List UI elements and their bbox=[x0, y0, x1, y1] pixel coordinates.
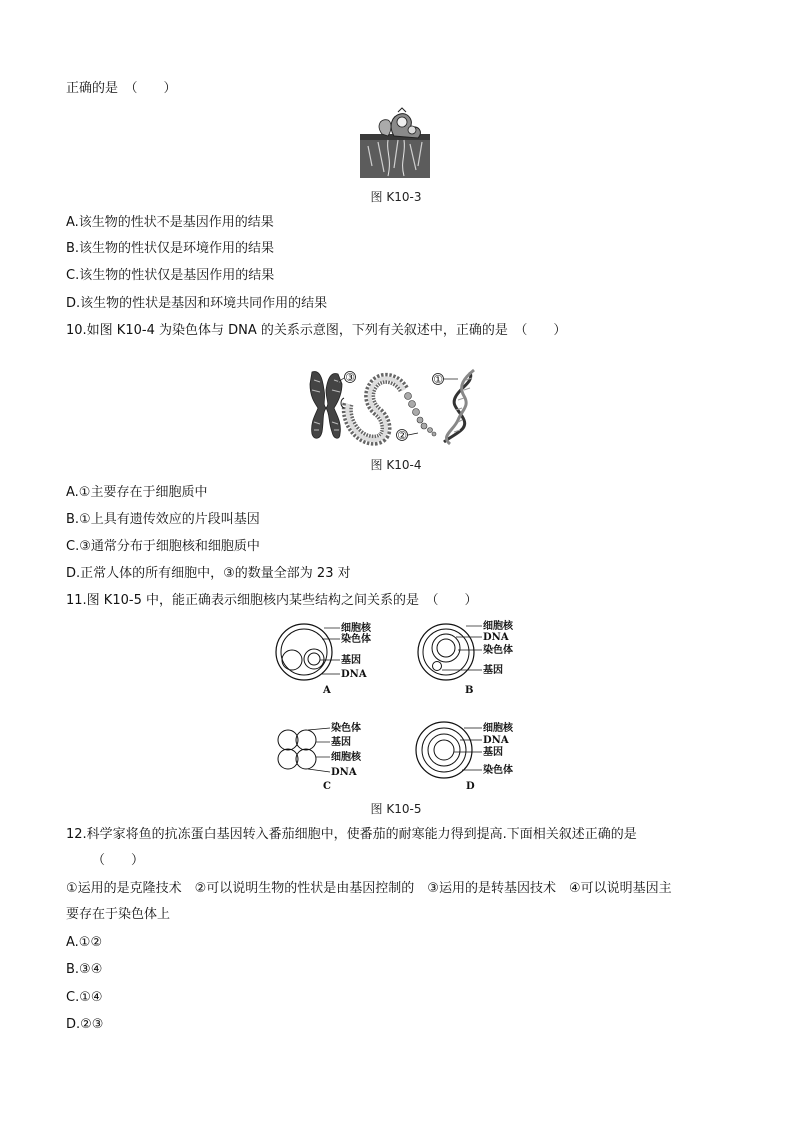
q12-stem-line-2: （ ） bbox=[92, 853, 145, 868]
q12-statements-line-2: 要存在于染色体上 bbox=[66, 907, 171, 922]
chromosome-dna-figure bbox=[304, 360, 480, 446]
q10-option-c: C.③通常分布于细胞核和细胞质中 bbox=[66, 539, 260, 554]
label-2: ② bbox=[397, 429, 407, 442]
q12-option-a: A.①② bbox=[66, 935, 103, 950]
q9-option-c: C.该生物的性状仅是基因作用的结果 bbox=[66, 268, 275, 283]
panel-c-label-1: 染色体 bbox=[331, 723, 361, 734]
panel-d-letter: D bbox=[466, 781, 475, 792]
panel-b-label-1: 细胞核 bbox=[483, 621, 513, 632]
q12-option-d: D.②③ bbox=[66, 1017, 104, 1032]
q10-figure-caption: 图 K10-4 bbox=[370, 458, 422, 472]
panel-a-label-1: 细胞核 bbox=[341, 623, 371, 634]
q10-option-b: B.①上具有遗传效应的片段叫基因 bbox=[66, 512, 260, 527]
panel-d bbox=[416, 721, 514, 792]
panel-a-label-2: 染色体 bbox=[341, 634, 371, 645]
q12-statements-line-1: ①运用的是克隆技术 ②可以说明生物的性状是由基因控制的 ③运用的是转基因技术 ④可以说明基因主 bbox=[66, 881, 672, 896]
label-3: ③ bbox=[345, 371, 355, 384]
panel-a-letter: A bbox=[323, 685, 331, 696]
panel-c-label-2: 基因 bbox=[331, 737, 351, 748]
q9-figure-caption: 图 K10-3 bbox=[370, 190, 422, 204]
q9-option-b: B.该生物的性状仅是环境作用的结果 bbox=[66, 241, 275, 256]
panel-b-label-4: 基因 bbox=[483, 665, 503, 676]
panel-c bbox=[278, 721, 362, 792]
panel-c-letter: C bbox=[323, 781, 331, 792]
panel-b-label-3: 染色体 bbox=[483, 645, 513, 656]
q9-option-d: D.该生物的性状是基因和环境共同作用的结果 bbox=[66, 296, 328, 311]
panel-b-label-2: DNA bbox=[483, 632, 509, 643]
q9-option-a: A.该生物的性状不是基因作用的结果 bbox=[66, 215, 274, 230]
q10-stem: 10.如图 K10-4 为染色体与 DNA 的关系示意图，下列有关叙述中，正确的是 （ ） bbox=[66, 323, 567, 338]
panel-b-letter: B bbox=[465, 685, 474, 696]
panel-d-label-2: DNA bbox=[483, 735, 509, 746]
panel-a-label-3: 基因 bbox=[341, 655, 361, 666]
panel-c-label-4: DNA bbox=[331, 767, 357, 778]
q11-stem: 11.图 K10-5 中，能正确表示细胞核内某些结构之间关系的是 （ ） bbox=[66, 593, 478, 608]
plant-photo bbox=[358, 106, 432, 178]
q10-option-a: A.①主要存在于细胞质中 bbox=[66, 485, 208, 500]
nucleus-structures-figure bbox=[272, 614, 532, 796]
q10-option-d: D.正常人体的所有细胞中，③的数量全部为 23 对 bbox=[66, 566, 351, 581]
q12-option-b: B.③④ bbox=[66, 962, 103, 977]
q11-figure-caption: 图 K10-5 bbox=[370, 802, 422, 816]
panel-d-label-4: 染色体 bbox=[483, 765, 513, 776]
panel-a bbox=[276, 621, 372, 696]
panel-d-label-1: 细胞核 bbox=[483, 723, 513, 734]
panel-b bbox=[418, 619, 514, 696]
q12-option-c: C.①④ bbox=[66, 990, 103, 1005]
panel-c-label-3: 细胞核 bbox=[331, 752, 361, 763]
q12-stem-line-1: 12.科学家将鱼的抗冻蛋白基因转入番茄细胞中，使番茄的耐寒能力得到提高.下面相关叙述正确的是 bbox=[66, 827, 637, 842]
q9-stem: 正确的是 （ ） bbox=[66, 81, 177, 96]
panel-d-label-3: 基因 bbox=[483, 747, 503, 758]
label-1: ① bbox=[433, 373, 443, 386]
panel-a-label-4: DNA bbox=[341, 669, 367, 680]
